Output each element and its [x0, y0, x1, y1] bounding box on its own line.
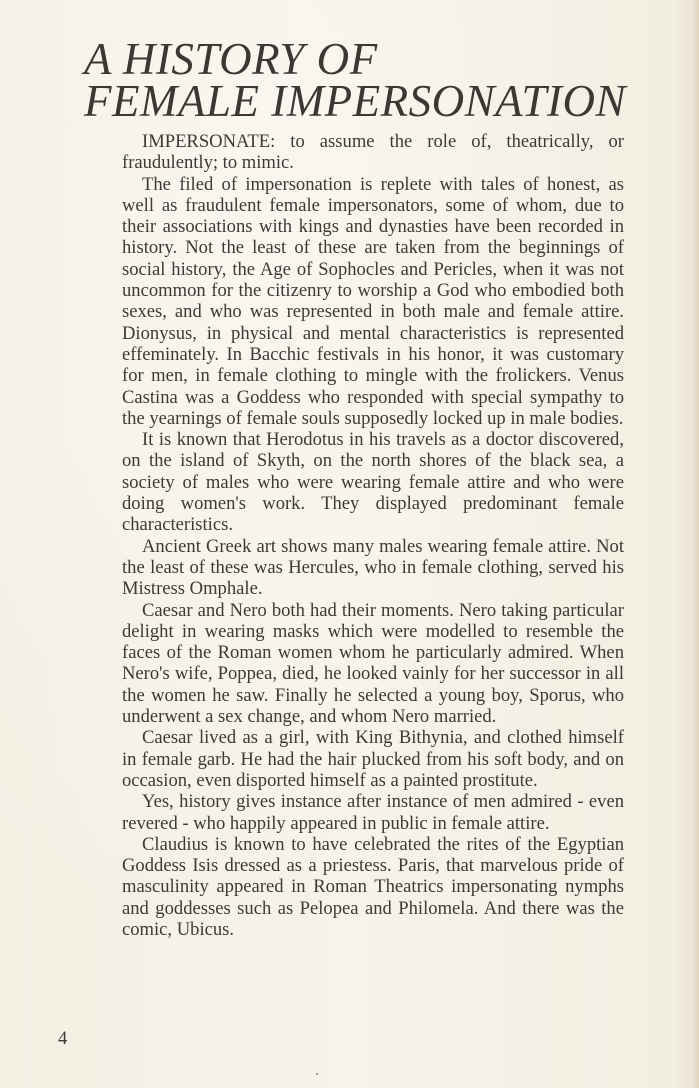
chapter-title-line-2: FEMALE IMPERSONATION	[84, 76, 627, 126]
paper-speck	[316, 1073, 318, 1075]
paragraph-history-instances: Yes, history gives instance after instance of men admired - even revered - who happily appeared in public in female attire.	[122, 791, 624, 834]
page-number: 4	[58, 1028, 68, 1049]
chapter-title	[84, 34, 627, 126]
paragraph-ancient-origins: The filed of impersonation is replete with tales of honest, as well as fraudulent female impersonators, some of whom, due to their associations with kings and dynasties have been recorded in history. Not the least of these are taken from the beginnings of social history, the Age of Sophocles and Pericles, when it was not uncommon for the citizenry to worship a God who embodied both sexes, and who was represented in both male and female attire. Dionysus, in physical and mental characteristics is represented effeminately. In Bacchic festivals in his honor, it was customary for men, in female clothing to mingle with the frolickers. Venus Castina was a Goddess who responded with special sympathy to the yearnings of female souls supposedly locked up in male bodies.	[122, 173, 624, 429]
paragraph-definition: IMPERSONATE: to assume the role of, theatrically, or fraudulently; to mimic.	[122, 131, 624, 174]
body-text	[122, 131, 624, 940]
paragraph-caesar-nero: Caesar and Nero both had their moments. Nero taking particular delight in wearing masks which were modelled to resemble the faces of the Roman women whom he particularly admired. When Nero's wife, Poppea, died, he looked vainly for her successor in all the women he saw. Finally he selected a young boy, Sporus, who underwent a sex change, and whom Nero married.	[122, 599, 624, 728]
paragraph-claudius: Claudius is known to have celebrated the rites of the Egyptian Goddess Isis dressed as a priestess. Paris, that marvelous pride of masculinity appeared in Roman Theatrics impersonating nymphs and goddesses such as Pelopea and Philomela. And there was the comic, Ubicus.	[122, 833, 624, 940]
page-edge-shadow	[693, 0, 699, 1088]
paragraph-caesar: Caesar lived as a girl, with King Bithynia, and clothed himself in female garb. He had the hair plucked from his soft body, and on occasion, even disported himself as a painted prostitute.	[122, 727, 624, 791]
paragraph-greek-art: Ancient Greek art shows many males wearing female attire. Not the least of these was Hercules, who in female clothing, served his Mistress Omphale.	[122, 535, 624, 600]
paragraph-herodotus: It is known that Herodotus in his travels as a doctor discovered, on the island of Skyth, on the north shores of the black sea, a society of males who were wearing female attire and who were doing women's work. They displayed predominant female characteristics.	[122, 429, 624, 536]
chapter-title-line-1: A HISTORY OF	[84, 34, 378, 84]
